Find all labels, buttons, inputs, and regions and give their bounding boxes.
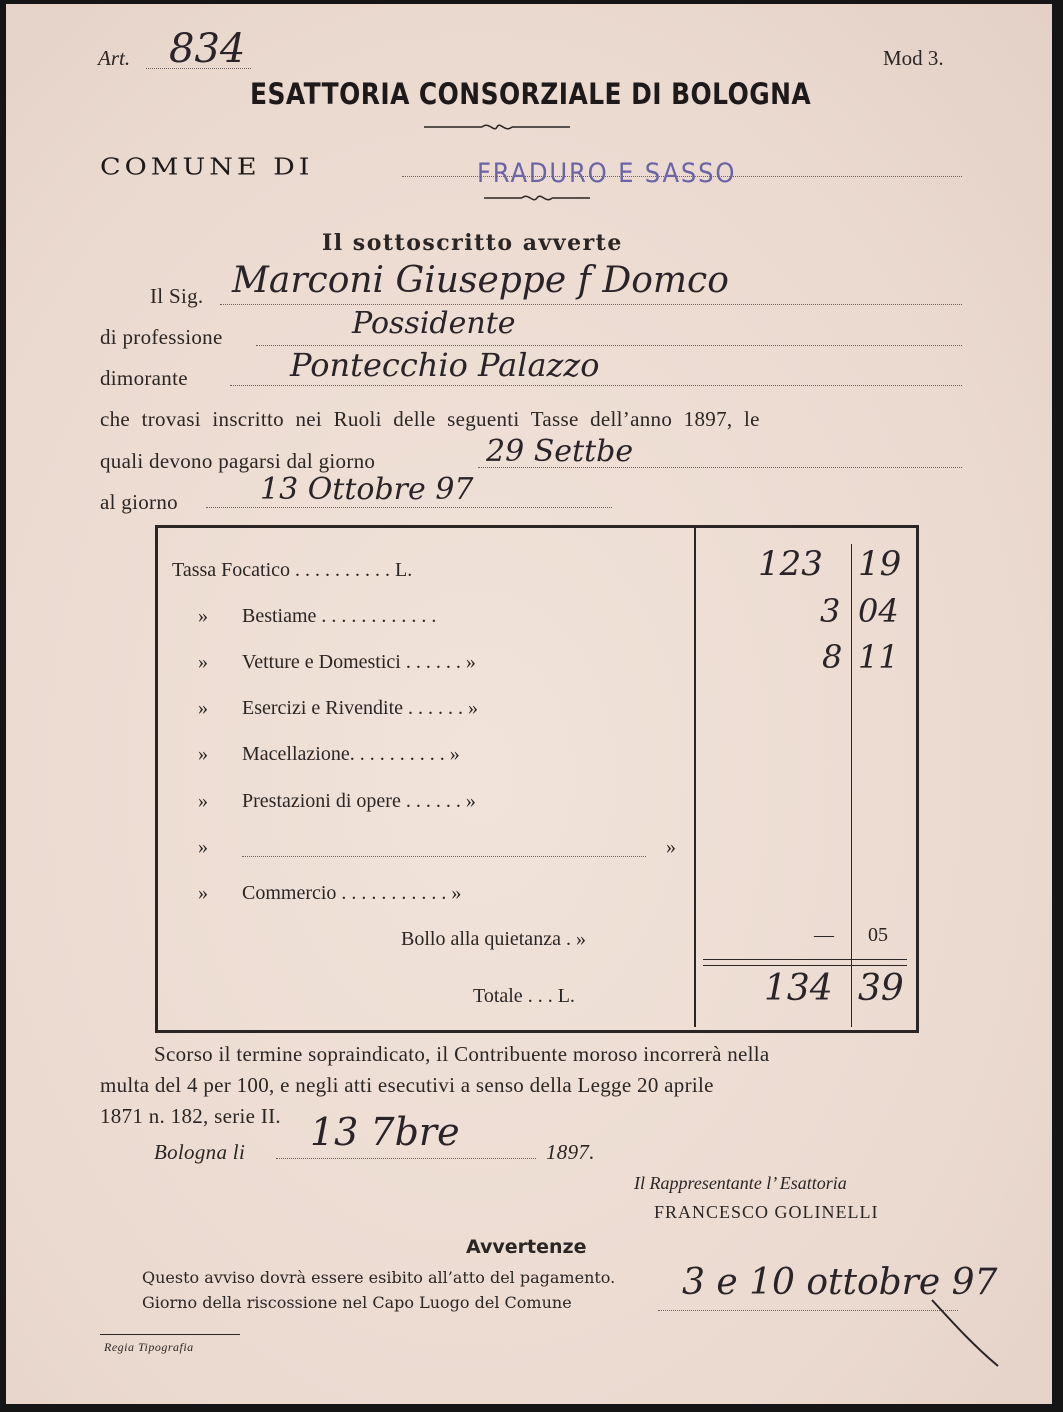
- art-label: Art.: [98, 46, 131, 70]
- scorso-line3: 1871 n. 182, serie II.: [100, 1104, 281, 1128]
- rappresentante-label: Il Rappresentante l’ Esattoria: [634, 1173, 847, 1193]
- al-label: al giorno: [100, 490, 178, 514]
- row-label: Vetture e Domestici . . . . . . »: [242, 651, 476, 673]
- sig-dotted-line: [220, 304, 962, 305]
- title-flourish: [422, 121, 572, 133]
- dimorante-value: Pontecchio Palazzo: [290, 346, 600, 384]
- bologna-dotted-line: [276, 1158, 536, 1159]
- dimorante-label: dimorante: [100, 366, 188, 390]
- avvertenze-value: 3 e 10 ottobre 97: [682, 1262, 998, 1303]
- bologna-label: Bologna li: [154, 1140, 246, 1164]
- row-lire: 8: [822, 638, 843, 676]
- row-prefix: »: [198, 605, 208, 627]
- row-prefix: »: [198, 882, 208, 904]
- al-dotted-line: [206, 507, 612, 508]
- bollo-label: Bollo alla quietanza . »: [401, 928, 586, 950]
- table-sum-line-2: [703, 965, 907, 966]
- handwritten-stroke: [926, 1294, 1006, 1374]
- sig-label: Il Sig.: [150, 284, 204, 308]
- totale-lire: 134: [764, 968, 833, 1009]
- row-lire: 123: [758, 544, 823, 584]
- row-prefix: »: [198, 836, 208, 858]
- table-divider-label: [694, 527, 696, 1027]
- art-number: 834: [169, 26, 246, 72]
- row-cent: 11: [858, 638, 899, 676]
- avvertenze-line2: Giorno della riscossione nel Capo Luogo del Comune: [142, 1293, 572, 1312]
- ruoli-text-line1: che trovasi inscritto nei Ruoli delle seguenti Tasse dell’anno 1897, le: [100, 407, 760, 431]
- dimorante-dotted-line: [230, 385, 962, 386]
- comune-flourish: [482, 192, 592, 204]
- row-label: Esercizi e Rivendite . . . . . . »: [242, 697, 479, 719]
- row-prefix: »: [198, 697, 208, 719]
- rappresentante-name: FRANCESCO GOLINELLI: [654, 1202, 879, 1222]
- professione-value: Possidente: [352, 306, 516, 341]
- row-label: Commercio . . . . . . . . . . . »: [242, 882, 462, 904]
- avvertenze-dotted-line: [658, 1310, 958, 1311]
- scorso-line1: Scorso il termine sopraindicato, il Contribuente moroso incorrerà nella: [154, 1042, 770, 1066]
- art-dotted-line: [146, 68, 251, 69]
- printer-rule: [100, 1334, 240, 1335]
- totale-label: Totale . . . L.: [473, 985, 575, 1007]
- row-label: Prestazioni di opere . . . . . . »: [242, 790, 476, 812]
- bologna-year: 1897.: [546, 1140, 595, 1164]
- row-cent: 04: [858, 592, 899, 630]
- avvertenze-line1: Questo avviso dovrà essere esibito all’atto del pagamento.: [142, 1268, 616, 1287]
- avvertenze-heading: Avvertenze: [466, 1236, 587, 1258]
- scorso-line2: multa del 4 per 100, e negli atti esecutivi a senso della Legge 20 aprile: [100, 1073, 714, 1097]
- al-value: 13 Ottobre 97: [260, 472, 474, 507]
- tax-table: [155, 525, 919, 1033]
- dal-value: 29 Settbe: [486, 434, 634, 469]
- professione-label: di professione: [100, 325, 223, 349]
- row-label: Macellazione. . . . . . . . . . »: [242, 743, 460, 765]
- ruoli-text-line2: quali devono pagarsi dal giorno: [100, 449, 376, 473]
- row-prefix: »: [198, 651, 208, 673]
- row-prefix: »: [198, 790, 208, 812]
- row-label: Bestiame . . . . . . . . . . . .: [242, 605, 437, 627]
- comune-stamp: FRADURO E SASSO: [477, 158, 737, 189]
- document-title: ESATTORIA CONSORZIALE DI BOLOGNA: [250, 77, 812, 111]
- row-label: Tassa Focatico . . . . . . . . . . L.: [172, 559, 413, 581]
- notice-heading: Il sottoscritto avverte: [322, 230, 623, 256]
- row-label: »: [666, 836, 676, 858]
- bollo-cent: 05: [868, 924, 888, 946]
- totale-cent: 39: [858, 968, 904, 1009]
- comune-label: COMUNE DI: [100, 154, 314, 181]
- row-blank-dotted-line: [242, 856, 646, 857]
- bologna-date-value: 13 7bre: [310, 1110, 460, 1154]
- row-lire: 3: [820, 592, 841, 630]
- table-sum-line-1: [703, 959, 907, 960]
- document-page: [6, 4, 1052, 1404]
- printer-label: Regia Tipografia: [104, 1340, 194, 1354]
- bollo-lire: —: [814, 924, 834, 946]
- row-prefix: »: [198, 743, 208, 765]
- row-cent: 19: [858, 544, 902, 584]
- sig-value: Marconi Giuseppe f Domco: [232, 260, 729, 301]
- mod-label: Mod 3.: [883, 46, 944, 70]
- table-divider-cents: [851, 544, 852, 1027]
